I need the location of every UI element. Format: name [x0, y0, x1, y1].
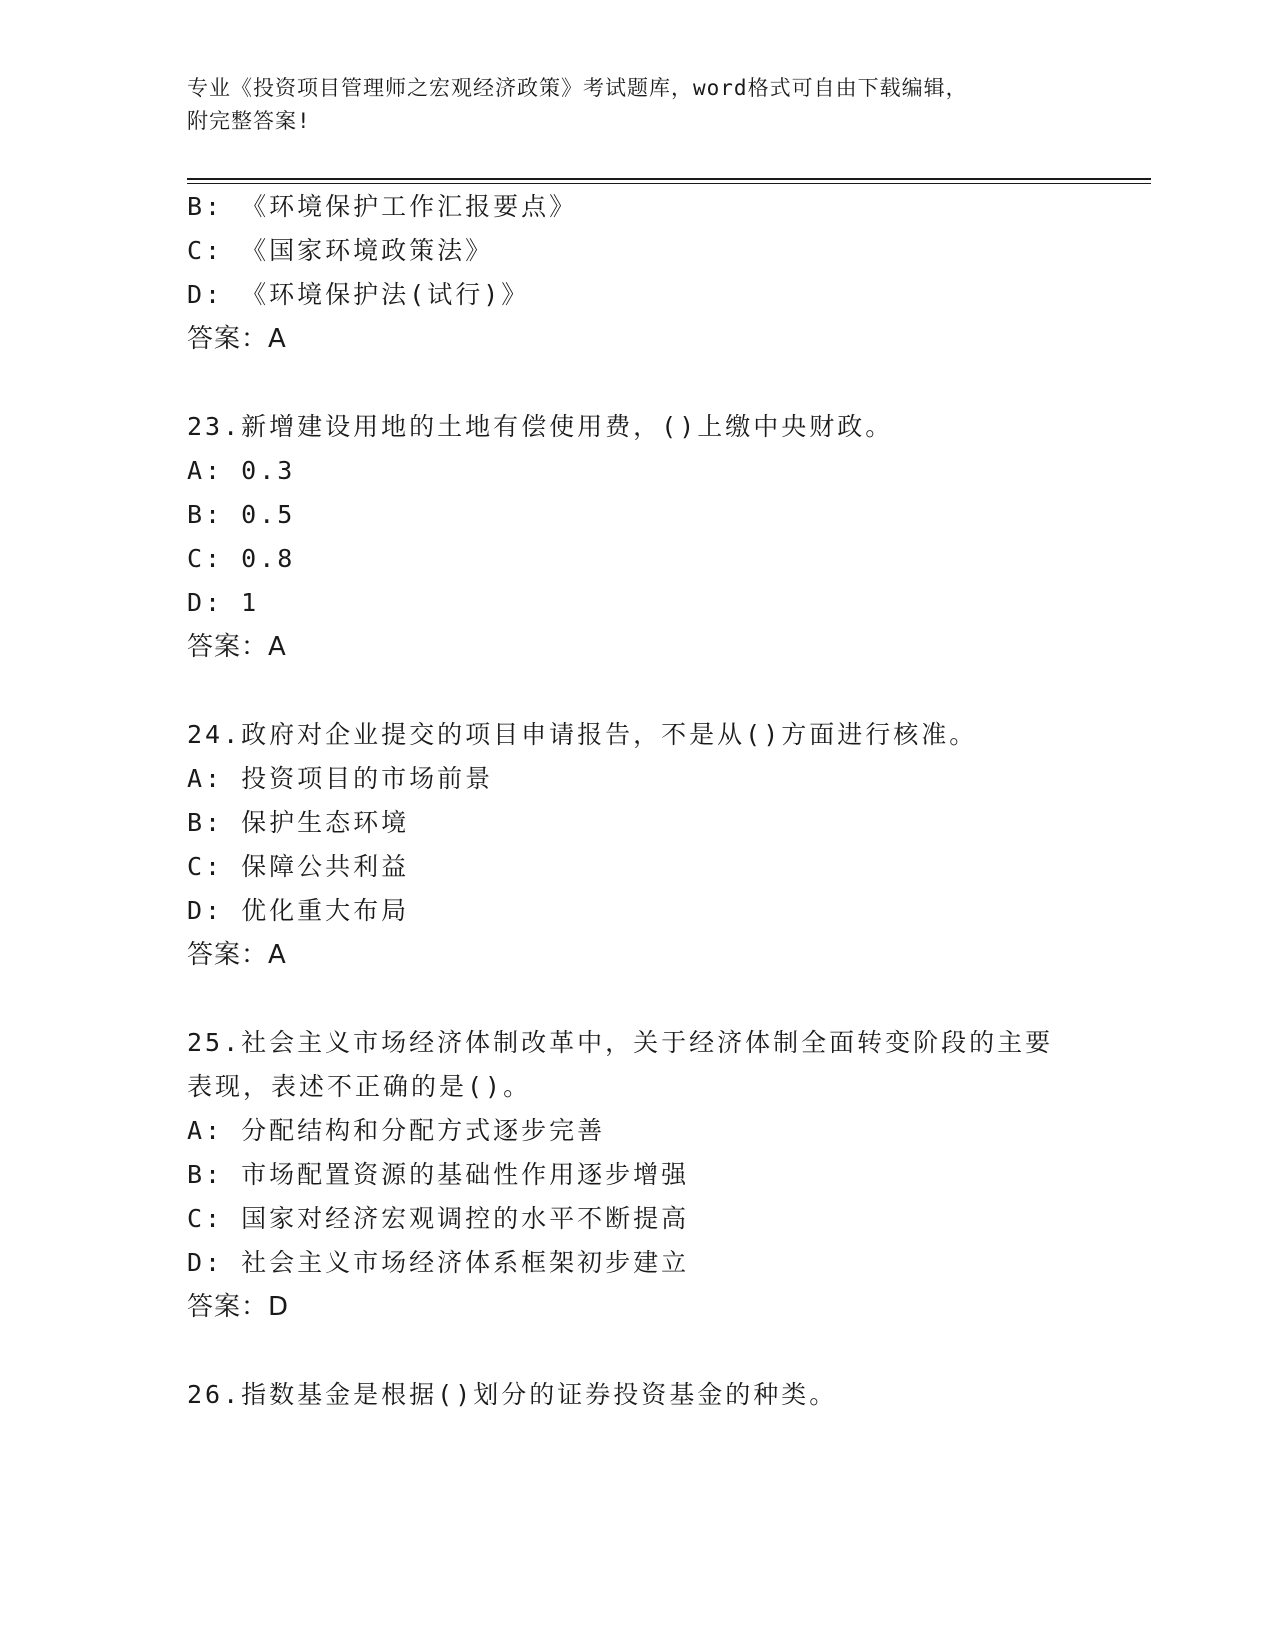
document-header [187, 72, 1067, 138]
q23-question: 23.新增建设用地的土地有偿使用费，()上缴中央财政。 [187, 412, 894, 441]
header-line-2: 附完整答案! [187, 109, 311, 133]
q25-option-c: C: 国家对经济宏观调控的水平不断提高 [187, 1204, 690, 1233]
q24-option-c: C: 保障公共利益 [187, 852, 410, 881]
q22-option-c: C: 《国家环境政策法》 [187, 236, 494, 265]
q25-answer: 答案：D [187, 1292, 290, 1322]
header-divider-thick [187, 178, 1151, 180]
q24-answer: 答案：A [187, 940, 287, 970]
q25-option-a: A: 分配结构和分配方式逐步完善 [187, 1116, 606, 1145]
q24-option-d: D: 优化重大布局 [187, 896, 410, 925]
q23-option-d: D: 1 [187, 588, 260, 617]
q23-option-a: A: 0.3 [187, 456, 296, 485]
q25-option-d: D: 社会主义市场经济体系框架初步建立 [187, 1248, 690, 1277]
q25-question-line-2: 表现，表述不正确的是()。 [187, 1072, 532, 1101]
header-line-1: 专业《投资项目管理师之宏观经济政策》考试题库，word格式可自由下载编辑， [187, 76, 968, 100]
q22-answer: 答案：A [187, 324, 287, 354]
q22-option-d: D: 《环境保护法(试行)》 [187, 280, 530, 309]
q24-option-b: B: 保护生态环境 [187, 808, 410, 837]
q24-option-a: A: 投资项目的市场前景 [187, 764, 494, 793]
q23-option-b: B: 0.5 [187, 500, 296, 529]
q23-answer: 答案：A [187, 632, 287, 662]
q22-option-b: B: 《环境保护工作汇报要点》 [187, 192, 578, 221]
q26-question: 26.指数基金是根据()划分的证券投资基金的种类。 [187, 1380, 838, 1409]
q25-option-b: B: 市场配置资源的基础性作用逐步增强 [187, 1160, 690, 1189]
header-divider-thin [187, 183, 1151, 184]
q23-option-c: C: 0.8 [187, 544, 296, 573]
q25-question-line-1: 25.社会主义市场经济体制改革中，关于经济体制全面转变阶段的主要 [187, 1028, 1054, 1057]
q24-question: 24.政府对企业提交的项目申请报告，不是从()方面进行核准。 [187, 720, 978, 749]
